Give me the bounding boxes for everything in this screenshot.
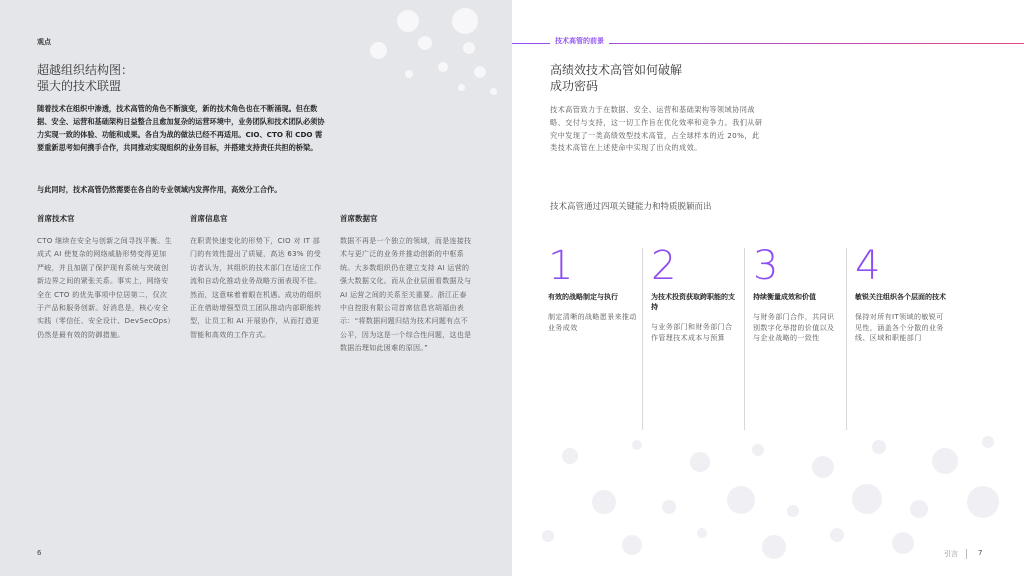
- decorative-dot: [592, 490, 616, 514]
- decorative-dot: [562, 448, 578, 464]
- decorative-dot: [458, 84, 465, 91]
- page-number: 7: [978, 549, 983, 557]
- section-tag: 观点: [37, 38, 51, 46]
- decorative-dot: [762, 535, 786, 559]
- pillar-2: [651, 243, 737, 343]
- pillar-text: 制定清晰的战略愿景来推动业务成效: [548, 313, 637, 332]
- decorative-dot: [830, 528, 844, 542]
- decorative-dot: [438, 62, 448, 72]
- decorative-dot: [910, 500, 928, 518]
- decorative-dot: [852, 484, 882, 514]
- decorative-dot: [872, 440, 886, 454]
- pillar-number: 3: [753, 243, 779, 289]
- column-text: 在职责快速变化的形势下，CIO 对 IT 部门的有效性提出了质疑，高达 63% 的受访者认为，其组织的技术部门在适应工作流和自动化推动业务战略方面表现不佳。然而，这意味着着眼在机遇。成功的组织正在借助增强型员工团队推动内部职能转型，让员工和 AI 开展协作，从而打造更智能和高效的工作方式。: [190, 237, 322, 339]
- right-page: [512, 0, 1024, 576]
- column-cio: [190, 213, 324, 342]
- heading-line-2: 成功密码: [550, 79, 599, 93]
- pillar-3: [753, 243, 839, 344]
- column-heading: 首席技术官: [37, 214, 75, 223]
- decorative-dot: [632, 440, 642, 450]
- decorative-dot: [690, 452, 710, 472]
- decorative-dot: [452, 8, 478, 34]
- divider: [846, 248, 847, 430]
- decorative-dot: [727, 486, 755, 514]
- decorative-dot: [662, 500, 676, 514]
- second-paragraph: 与此同时，技术高管仍然需要在各自的专业领域内发挥作用，高效分工合作。: [37, 185, 282, 194]
- heading-line-1: 高绩效技术高管如何破解: [550, 63, 683, 77]
- pillar-title: 敏锐关注组织各个层面的技术: [855, 293, 946, 301]
- pillar-text: 与业务部门和财务部门合作管理技术成本与预算: [651, 323, 733, 342]
- pillar-1: [548, 243, 638, 333]
- column-heading: 首席信息官: [190, 214, 228, 223]
- page-heading: [37, 62, 337, 94]
- column-text: 数据不再是一个独立的领域，而是连接技术与更广泛的业务并推动创新的中枢系统。大多数组织仍在建立支持 AI 运营的强大数据文化。而从企业层面看数据及与 AI 运营之间的关系至关重要。浙江正泰中自控股有限公司首席信息官胡福由表示：“将数据问题归结为技术问题有点不公平，因为这是一个综合性问题，这也是数据治理如此困难的原因。”: [340, 237, 472, 353]
- decorative-dot: [812, 456, 834, 478]
- decorative-dot: [697, 528, 707, 538]
- pillar-text: 与财务部门合作，共同识别数字化举措的价值以及与企业战略的一致性: [753, 313, 835, 342]
- footer-label: 引言: [944, 550, 958, 558]
- decorative-dot: [932, 448, 958, 474]
- decorative-dot: [370, 42, 387, 59]
- decorative-dot: [463, 42, 475, 54]
- column-text: CTO 继续在安全与创新之间寻找平衡。生成式 AI 使复杂的网络威胁形势变得更加严峻，并且加剧了保护现有系统与突破创新边界之间的紧张关系。事实上，网络安全在 CTO 的优先事项中位居第二，仅次于产品和服务创新。好消息是，核心安全实践（零信任、安全设计、DevSecOps）仍然是最有效的防御措施。: [37, 237, 172, 339]
- decorative-dot: [982, 436, 994, 448]
- pillars-subheading: 技术高管通过四项关键能力和特质脱颖而出: [550, 202, 712, 212]
- decorative-dot: [418, 36, 432, 50]
- decorative-dot: [967, 486, 999, 518]
- page-number: 6: [37, 549, 42, 557]
- pillar-number: 4: [855, 243, 881, 289]
- decorative-dot: [474, 66, 486, 78]
- pillar-title: 有效的战略制定与执行: [548, 293, 618, 301]
- decorative-dot: [490, 88, 497, 95]
- column-cdo: [340, 213, 472, 356]
- decorative-dot: [405, 70, 413, 78]
- pillar-number: 1: [548, 243, 574, 289]
- footer-divider: [966, 549, 967, 559]
- pillar-title: 持续衡量成效和价值: [753, 293, 816, 301]
- column-cto: [37, 213, 173, 342]
- decorative-dot: [397, 10, 419, 32]
- pillar-title: 为技术投资获取跨职能的支持: [651, 293, 735, 311]
- column-heading: 首席数据官: [340, 214, 378, 223]
- intro-paragraph: 随着技术在组织中渗透，技术高管的角色不断演变，新的技术角色也在不断涌现。但在数据、安全、运营和基础架构日益整合且愈加复杂的运营环境中，业务团队和技术团队必须协力实现一致的体验、功能和成果。各自为战的做法已经不再适用。CIO、CTO 和 CDO 需要重新思考如何携手合作，共同推动实现组织的业务目标，并搭建支持责任共担的桥梁。: [37, 104, 325, 152]
- heading-line-1: 超越组织结构图：: [37, 63, 134, 77]
- divider: [744, 248, 745, 430]
- decorative-dot: [892, 532, 914, 554]
- pillar-text: 保持对所有IT领域的敏锐可见性，涵盖各个分散的业务线、区域和职能部门: [855, 313, 944, 342]
- pillar-number: 2: [651, 243, 677, 289]
- intro-paragraph: 技术高管致力于在数据、安全、运营和基础架构等领域协同战略、交付与支持，这一切工作旨在优化效率和竞争力。我们从研究中发现了一类高绩效型技术高管，占全球样本的近 20%，此类技术高管在上述使命中实现了出众的成效。: [550, 105, 763, 153]
- section-tag: 技术高管的前景: [550, 36, 609, 46]
- decorative-dot: [622, 535, 642, 555]
- heading-line-2: 强大的技术联盟: [37, 79, 122, 93]
- page-heading: [550, 62, 870, 94]
- decorative-dot: [787, 505, 799, 517]
- divider: [642, 248, 643, 430]
- decorative-dot: [542, 530, 554, 542]
- decorative-dot: [752, 444, 764, 456]
- pillar-4: [855, 243, 950, 344]
